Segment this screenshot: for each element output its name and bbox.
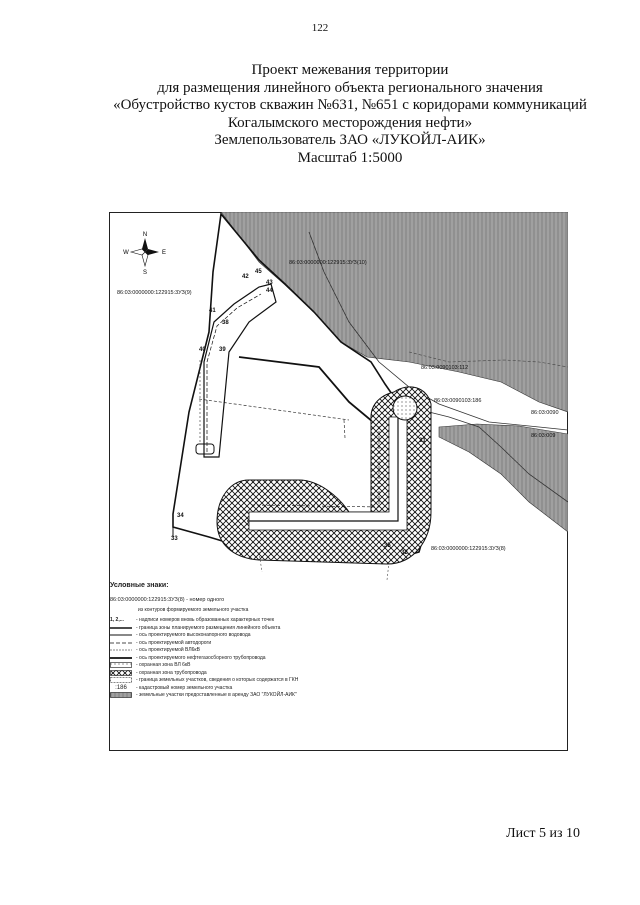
title-line-5: Землепользователь ЗАО «ЛУКОЙЛ-АИК» — [214, 132, 486, 148]
point-34: 34 — [177, 513, 184, 519]
point-35: 35 — [384, 543, 391, 549]
label-parcel-right1: 86:03:0090 — [531, 410, 559, 416]
page-number: 122 — [311, 22, 329, 34]
title-block — [60, 62, 640, 167]
label-parcel-top: 86:03:0000000:122915:3УЗ(10) — [289, 260, 367, 266]
compass-s: S — [142, 270, 148, 276]
legend-item-power-zone: - охранная зона ВЛ 6кВ — [110, 662, 355, 669]
legend-item-zone-boundary: - граница зоны планируемого размещения линейного объекта — [136, 624, 281, 631]
title-line-4: Когалымского месторождения нефти» — [227, 114, 473, 131]
legend-item-pipeline-zone: - охранная зона трубопровода — [110, 670, 355, 677]
label-parcel-left: 86:03:0000000:122915:3УЗ(9) — [117, 290, 192, 296]
legend-item-point-numbers: 1, 2,... - надписи номеров вновь образованных характерных точек — [110, 617, 275, 623]
point-43: 43 — [266, 280, 273, 286]
compass-e: E — [161, 250, 167, 256]
sheet-number: Лист 5 из 10 — [506, 826, 580, 841]
compass-n: N — [142, 232, 148, 238]
legend-item-power-line: - ось проектируемой ВЛ6кВ — [136, 647, 200, 653]
legend-example-code: 86:03:0000000:122915:3УЗ(8) - номер одного — [110, 597, 225, 603]
title-line-3: «Обустройство кустов скважин №631, №651 с коридорами коммуникаций — [113, 97, 587, 113]
legend-item-road: - ось проектируемой автодороги — [136, 639, 212, 646]
label-parcel-right2: 86:03:009 — [531, 433, 556, 439]
legend-example-code2: из контуров формируемого земельного участка — [138, 607, 249, 613]
legend-item-water-pipe: - ось проектируемого высоконапорного водовода — [136, 632, 251, 638]
title-line-1: Проект межевания территории — [251, 62, 449, 78]
title-line-6: Масштаб 1:5000 — [297, 149, 403, 166]
legend — [110, 582, 355, 700]
point-38: 38 — [222, 320, 229, 326]
label-parcel-mid: 86:03:0090103:112 — [421, 365, 468, 371]
point-45: 45 — [255, 269, 262, 275]
legend-item-cadastral-number: :186 - кадастровый номер земельного участка — [115, 684, 233, 691]
legend-item-leased-land: - земельные участки предоставленные в аренду ЗАО "ЛУКОЙЛ-АИК" — [110, 692, 355, 699]
compass-w: W — [123, 250, 129, 256]
point-31: 31 — [419, 438, 426, 444]
point-33: 33 — [171, 536, 178, 542]
point-40: 40 — [199, 347, 206, 353]
point-41: 41 — [209, 308, 216, 314]
label-parcel-bottom: 86:03:0000000:122915:3УЗ(8) — [431, 546, 506, 552]
point-44: 44 — [266, 288, 273, 294]
legend-item-oil-pipeline: - ось проектируемого нефтегазосборного трубопровода — [136, 654, 266, 661]
label-parcel-mid2: 86:03:0090103:186 — [434, 398, 482, 404]
point-42: 42 — [242, 274, 249, 280]
title-line-2: для размещения линейного объекта регионального значения — [157, 79, 543, 96]
legend-item-cadastral-boundary: - граница земельных участков, сведения о которых содержатся в ГКН — [110, 677, 355, 684]
legend-title: Условные знаки: — [110, 582, 169, 589]
point-39: 39 — [219, 347, 226, 353]
point-32: 32 — [401, 550, 408, 556]
